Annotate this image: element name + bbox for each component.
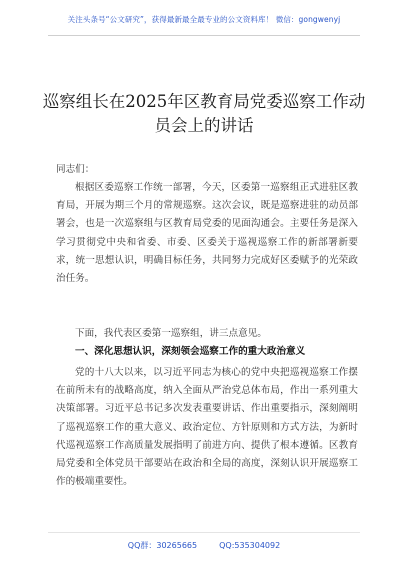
page-title: 巡察组长在2025年区教育局党委巡察工作动员会上的讲话 xyxy=(42,92,366,135)
footer-divider xyxy=(48,532,360,533)
header-banner: 关注头条号“公文研究”，获得最新最全最专业的公文资料库！ 微信：gongwenyj xyxy=(67,15,341,24)
paragraph-section-1: 党的十八大以来，以习近平同志为核心的党中央把巡视巡察工作摆在前所未有的战略高度，纳入全面从严治党总体布局，作出一系列重大决策部署。习近平总书记多次发表重要讲话、作出重要指示，深刻阐明了巡视巡察工作的重大意义、政治定位、方针原则和方式方法，为新时代巡视巡察工作高质量发展指明了前进方向、提供了根本遵循。区教育局党委和全体党员干部要站在政治和全局的高度，深刻认识开展巡察工作的极端重要性。 xyxy=(56,367,358,488)
footer-qq-group: QQ群：30265665 xyxy=(127,541,198,550)
paragraph-transition: 下面，我代表区委第一巡察组，讲三点意见。 xyxy=(75,328,267,339)
header-divider xyxy=(48,35,360,36)
paragraph-intro: 根据区委巡察工作统一部署，今天，区委第一巡察组正式进驻区教育局，开展为期三个月的常规巡察。这次会议，既是巡察进驻的动员部署会，也是一次巡察组与区教育局党委的见面沟通会。主要任务是深入学习贯彻党中央和省委、市委、区委关于巡视巡察工作的新部署新要求，统一思想认识，明确目标任务，共同努力完成好区委赋予的光荣政治任务。 xyxy=(56,182,358,285)
salutation: 同志们： xyxy=(56,164,95,175)
section-heading-1: 一、深化思想认识，深刻领会巡察工作的重大政治意义 xyxy=(75,346,306,357)
footer xyxy=(0,540,408,551)
footer-qq-contact: QQ:535304092 xyxy=(219,541,281,550)
